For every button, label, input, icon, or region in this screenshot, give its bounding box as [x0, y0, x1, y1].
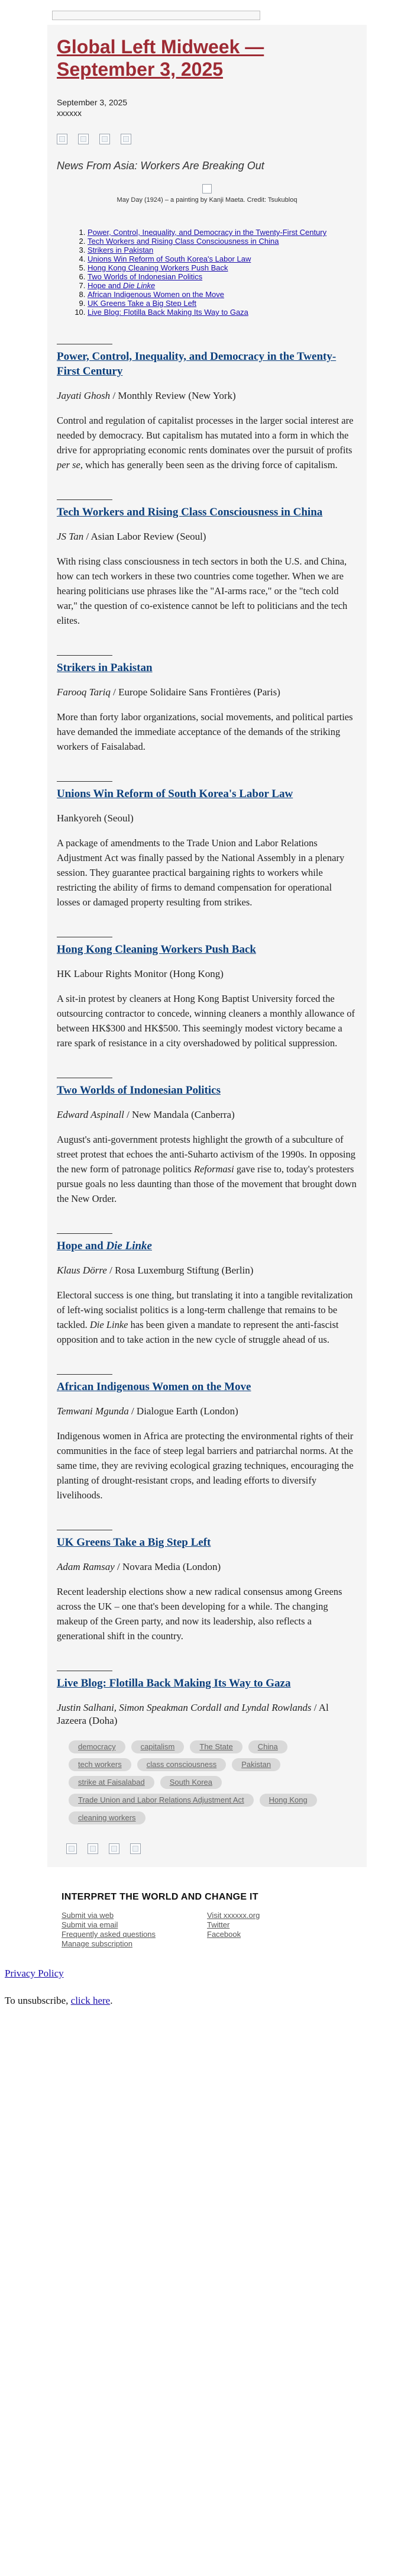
article-body-part: has been given a mandate to represent the anti-fascist opposition and to take action in the new cycle of struggle ahead of us.	[57, 1319, 339, 1345]
article-outlet: / Dialogue Earth (London)	[128, 1405, 238, 1417]
article-title-link[interactable]	[57, 1239, 357, 1253]
article-section	[57, 655, 357, 754]
manage-subscription-link[interactable]: Manage subscription	[62, 1939, 132, 1948]
article-title-link[interactable]: Live Blog: Flotilla Back Making Its Way to Gaza	[57, 1677, 291, 1690]
toc-item	[88, 237, 357, 246]
article-title-link[interactable]: Tech Workers and Rising Class Consciousness in China	[57, 506, 323, 518]
tag-link[interactable]: capitalism	[131, 1740, 185, 1753]
toc-link[interactable]: Power, Control, Inequality, and Democracy in the Twenty-First Century	[88, 228, 327, 237]
article-body	[57, 413, 357, 472]
article-byline	[57, 968, 357, 981]
article-byline	[57, 1561, 357, 1574]
article-body-part: gave rise to, today's protesters pursue goals no less daunting than those of the movement that brought down the New Order.	[57, 1163, 357, 1204]
toc-link-emph: Die Linke	[123, 281, 156, 290]
intro-caption: May Day (1924) – a painting by Kanji Maeta. Credit: Tsukubloq	[117, 196, 297, 204]
unsubscribe-link[interactable]: click here	[70, 1995, 111, 2006]
article-title-link[interactable]: Hong Kong Cleaning Workers Push Back	[57, 943, 256, 956]
article-outlet: / Asian Labor Review (Seoul)	[83, 531, 206, 542]
article-outlet: / Rosa Luxemburg Stiftung (Berlin)	[106, 1265, 254, 1276]
tag-link[interactable]: South Korea	[160, 1776, 222, 1789]
tag-link[interactable]: tech workers	[69, 1758, 131, 1771]
article-body-part: Electoral success is one thing, but translating it into a tangible revitalization of left-wing socialist politics is a long-term challenge that remains to be tackled.	[57, 1289, 353, 1330]
faq-link[interactable]: Frequently asked questions	[62, 1930, 156, 1939]
article-body-emph: Reformasi	[193, 1163, 234, 1175]
share-linkedin-icon[interactable]	[109, 1843, 119, 1854]
article-byline	[57, 1701, 357, 1727]
article-byline	[57, 389, 357, 402]
toc-item	[88, 281, 357, 290]
article-outlet: HK Labour Rights Monitor (Hong Kong)	[57, 968, 224, 979]
article-body-emph: Die Linke	[89, 1319, 128, 1330]
unsubscribe-line	[5, 1995, 414, 2007]
article-author: Temwani Mgunda	[57, 1405, 129, 1417]
footer-columns	[62, 1911, 352, 1949]
share-twitter-icon[interactable]	[78, 134, 89, 144]
article-body-emph: per se	[57, 459, 80, 470]
tag-list	[57, 1740, 352, 1824]
article-outlet: / Europe Solidaire Sans Frontières (Paris)	[110, 686, 280, 698]
newsletter-frame	[0, 25, 367, 1949]
unsubscribe-text: To unsubscribe,	[5, 1995, 71, 2006]
tag-link[interactable]: class consciousness	[137, 1758, 227, 1771]
toc-link[interactable]: UK Greens Take a Big Step Left	[88, 299, 197, 308]
tag-link[interactable]: Trade Union and Labor Relations Adjustment Act	[69, 1794, 254, 1807]
tag-link[interactable]: cleaning workers	[69, 1811, 145, 1824]
article-section	[57, 1078, 357, 1206]
footer-col-right	[207, 1911, 352, 1949]
article-byline	[57, 530, 357, 543]
facebook-link[interactable]: Facebook	[207, 1930, 241, 1939]
article-author: Jayati Ghosh	[57, 390, 111, 401]
article-body-part: Control and regulation of capitalist processes in the larger social interest are needed by democracy. But capitalism has mutated into a form in which the drive for appropriating economic rents dominates over the pursuit of profits	[57, 415, 354, 456]
article-author: Klaus Dörre	[57, 1265, 107, 1276]
article-title-link[interactable]: Unions Win Reform of South Korea's Labor Law	[57, 788, 293, 800]
article-outlet: / New Mandala (Canberra)	[124, 1109, 235, 1120]
toc-link[interactable]	[88, 281, 155, 290]
article-section	[57, 937, 357, 1050]
toc-item	[88, 290, 357, 299]
article-outlet: / Al Jazeera (Doha)	[57, 1702, 329, 1726]
article-title-link[interactable]: Strikers in Pakistan	[57, 662, 153, 674]
twitter-link[interactable]: Twitter	[207, 1920, 230, 1929]
tag-link[interactable]: Hong Kong	[260, 1794, 317, 1807]
article-body: A package of amendments to the Trade Union and Labor Relations Adjustment Act was finally passed by the National Assembly in a plenary session. They guarantee practical bargaining rights to workers while restricting the ability of firms to demand compensation for operational losses or damaged property resulting from strikes.	[57, 837, 345, 908]
share-twitter-icon[interactable]	[88, 1843, 98, 1854]
submit-web-link[interactable]: Submit via web	[62, 1911, 114, 1920]
toc-item	[88, 308, 357, 317]
article-body: A sit-in protest by cleaners at Hong Kong Baptist University forced the outsourcing contractor to concede, winning cleaners a monthly allowance of between HK$300 and HK$500. This seemingly modest victory became a rare spark of resistance in a city overshadowed by political suppression.	[57, 993, 355, 1049]
share-linkedin-icon[interactable]	[99, 134, 110, 144]
toc-link[interactable]: Live Blog: Flotilla Back Making Its Way to Gaza	[88, 308, 248, 317]
newsletter-card	[47, 25, 367, 1867]
article-title-link[interactable]: Power, Control, Inequality, and Democracy in the Twenty-First Century	[57, 350, 337, 378]
article-author: Edward Aspinall	[57, 1109, 124, 1120]
article-body: Indigenous women in Africa are protecting the environmental rights of their communities in the face of steep legal barriers and patriarchal norms. At the same time, they are reviving ecological grazing techniques, encouraging the planting of drought-resistant crops, and leading efforts to diversify livelihoods.	[57, 1430, 354, 1501]
article-body-part: August's anti-government protests highlight the growth of a subculture of street protest that echoes the anti-Suharto activism of the 1990s. In opposing the new form of patronage politics	[57, 1134, 355, 1175]
footer-col-left	[62, 1911, 207, 1949]
article-body: With rising class consciousness in tech sectors in both the U.S. and China, how can tech workers in these two countries come together. When we are hearing politicians use phrases like the "AI-arms race," or the "tech cold war," the question of co-existence cannot be left to politicians and the tech elites.	[57, 556, 348, 626]
article-body: Recent leadership elections show a new radical consensus among Greens across the UK – one that's been developing for a while. The changing makeup of the Green party, and now its leadership, also reflects a generational shift in the country.	[57, 1586, 342, 1642]
share-email-icon[interactable]	[130, 1843, 141, 1854]
footer-title: INTERPRET THE WORLD AND CHANGE IT	[62, 1892, 258, 1902]
article-body: More than forty labor organizations, social movements, and political parties have demanded the immediate acceptance of the demands of the striking workers of Faisalabad.	[57, 711, 353, 752]
newsletter-footer	[47, 1892, 367, 1949]
toc-link[interactable]: African Indigenous Women on the Move	[88, 290, 225, 299]
newsletter-title[interactable]: Global Left Midweek — September 3, 2025	[57, 36, 264, 80]
toc-item	[88, 263, 357, 272]
toc-link[interactable]: Hong Kong Cleaning Workers Push Back	[88, 263, 228, 272]
article-outlet: / Novara Media (London)	[114, 1561, 221, 1572]
header-banner-image	[52, 11, 260, 20]
article-title-link[interactable]: African Indigenous Women on the Move	[57, 1381, 251, 1393]
article-title-link[interactable]: Two Worlds of Indonesian Politics	[57, 1084, 221, 1097]
article-section	[57, 1233, 357, 1347]
article-author: Farooq Tariq	[57, 686, 111, 698]
tag-link[interactable]: Pakistan	[232, 1758, 280, 1771]
share-icons-bottom	[66, 1843, 357, 1854]
tag-link[interactable]: The State	[190, 1740, 242, 1753]
toc-item	[88, 254, 357, 263]
toc-item	[88, 299, 357, 308]
article-outlet: / Monthly Review (New York)	[110, 390, 236, 401]
intro-image-placeholder	[202, 184, 212, 194]
toc-link[interactable]: Strikers in Pakistan	[88, 246, 154, 254]
article-byline	[57, 1405, 357, 1418]
submit-email-link[interactable]: Submit via email	[62, 1920, 118, 1929]
email-legal	[5, 1968, 414, 2007]
article-section	[57, 781, 357, 910]
share-facebook-icon[interactable]	[66, 1843, 77, 1854]
article-byline	[57, 1264, 357, 1277]
share-facebook-icon[interactable]	[57, 134, 67, 144]
article-byline	[57, 812, 357, 825]
toc-item	[88, 228, 357, 237]
article-section	[57, 1374, 357, 1503]
toc-item	[88, 272, 357, 281]
toc-link[interactable]: Unions Win Reform of South Korea's Labor Law	[88, 254, 251, 263]
table-of-contents	[73, 228, 357, 317]
section-divider	[57, 655, 112, 656]
intro-heading: News From Asia: Workers Are Breaking Out	[57, 160, 264, 172]
tag-link[interactable]: strike at Faisalabad	[69, 1776, 154, 1789]
article-title-emph: Die Linke	[106, 1240, 152, 1252]
tag-link[interactable]: democracy	[69, 1740, 125, 1753]
article-section	[57, 499, 357, 628]
article-title-part: Hope and	[57, 1240, 106, 1252]
toc-item	[88, 246, 357, 254]
article-section	[57, 1671, 357, 1727]
article-author: Justin Salhani, Simon Speakman Cordall and Lyndal Rowlands	[57, 1702, 312, 1713]
section-divider	[57, 1233, 112, 1234]
article-author: JS Tan	[57, 531, 84, 542]
toc-link[interactable]: Tech Workers and Rising Class Consciousness in China	[88, 237, 279, 246]
article-author: Adam Ramsay	[57, 1561, 115, 1572]
section-divider	[57, 499, 112, 500]
issue-date: September 3, 2025	[57, 98, 128, 107]
article-section	[57, 344, 357, 472]
share-icons-top	[57, 134, 357, 144]
unsubscribe-suffix: .	[110, 1995, 113, 2006]
visit-site-link[interactable]: Visit xxxxxx.org	[207, 1911, 260, 1920]
article-body-part: , which has generally been seen as the driving force of capitalism.	[80, 459, 338, 470]
article-body	[57, 1288, 357, 1347]
article-title-link[interactable]: UK Greens Take a Big Step Left	[57, 1536, 211, 1549]
section-divider	[57, 781, 112, 782]
privacy-policy-link[interactable]: Privacy Policy	[5, 1968, 64, 1979]
tag-link[interactable]: China	[248, 1740, 287, 1753]
toc-link[interactable]: Two Worlds of Indonesian Politics	[88, 272, 203, 281]
share-email-icon[interactable]	[121, 134, 131, 144]
section-divider	[57, 1374, 112, 1375]
article-body	[57, 1132, 357, 1206]
toc-link-prefix: Hope and	[88, 281, 123, 290]
article-byline	[57, 1108, 357, 1121]
article-byline	[57, 686, 357, 699]
issue-id: xxxxxx	[57, 108, 82, 118]
article-section	[57, 1530, 357, 1643]
article-outlet: Hankyoreh (Seoul)	[57, 813, 134, 824]
